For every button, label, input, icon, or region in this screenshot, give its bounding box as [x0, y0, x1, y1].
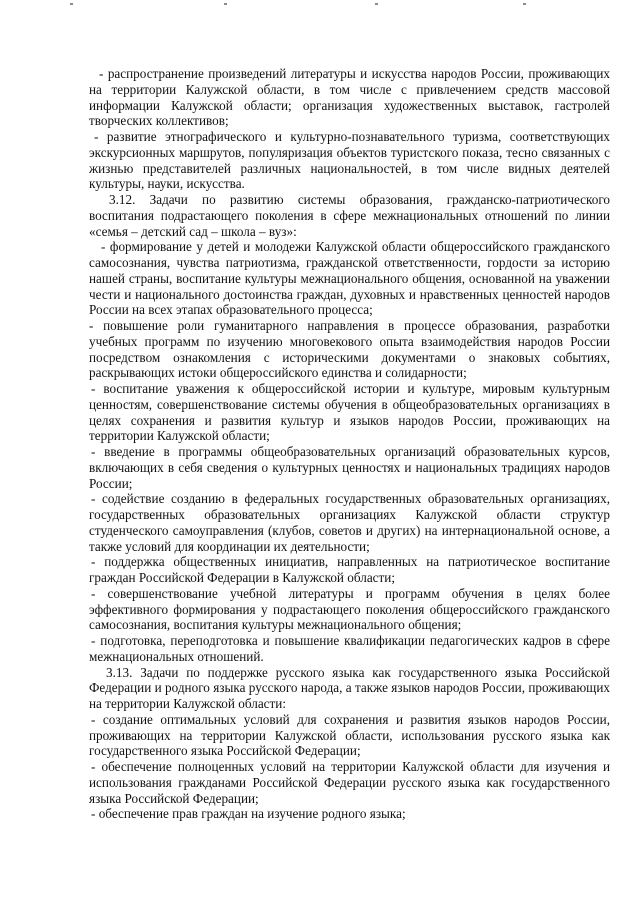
paragraph-civic-identity: - формирование у детей и молодежи Калужской области общероссийского гражданского самосознания, чувства патриотизма, гражданской ответственности, гордости за историю нашей страны, воспитание культуры межнационального общения, основанной на уважении чести и национального достоинства граждан, духовных и нравственных ценностей народов России на всех этапах образовательного процесса; — [89, 239, 610, 318]
scan-mark — [224, 3, 227, 5]
scan-marks — [0, 0, 640, 10]
paragraph-textbooks: - совершенствование учебной литературы и программ обучения в целях более эффективного формирования у подрастающего поколения общероссийского гражданского самосознания, воспитания культуры межнационального общения; — [89, 585, 610, 633]
paragraph-languages-conditions: - создание оптимальных условий для сохранения и развития языков народов России, проживающих на территории Калужской области, использования русского языка как государственного языка Российской Федерации; — [89, 711, 610, 759]
paragraph-courses: - введение в программы общеобразовательных организаций образовательных курсов, включающих в себя сведения о культурных ценностях и национальных традициях народов России; — [89, 444, 610, 491]
paragraph-section-3-13: 3.13. Задачи по поддержке русского языка как государственного языка Российской Федерации и родного языка русского народа, а также языков народов России, проживающих на территории Калужской области: — [89, 664, 610, 711]
paragraph-russian-language: - обеспечение полноценных условий на территории Калужской области для изучения и использования гражданами Российской Федерации русского языка как государственного языка Российской Федерации; — [89, 759, 610, 806]
paragraph-public-initiatives: - поддержка общественных инициатив, направленных на патриотическое воспитание граждан Российской Федерации в Калужской области; — [89, 554, 610, 585]
paragraph-section-3-12: 3.12. Задачи по развитию системы образования, гражданско-патриотического воспитания подрастающего поколения в сфере межнациональных отношений по линии «семья – детский сад – школа – вуз»: — [89, 192, 610, 239]
paragraph-humanities: - повышение роли гуманитарного направления в процессе образования, разработки учебных программ по изучению многовекового опыта взаимодействия народов России посредством ознакомления с историческими документами о знаковых событиях, раскрывающих истоки общероссийского единства и солидарности; — [89, 318, 610, 381]
paragraph-respect-history: - воспитание уважения к общероссийской истории и культуре, мировым культурным ценностям, совершенствование системы обучения в общеобразовательных организациях в целях сохранения и развития культур и языков народов России, проживающих на территории Калужской области; — [89, 381, 610, 444]
document-body — [89, 66, 610, 822]
paragraph-ethnographic-tourism: - развитие этнографического и культурно-познавательного туризма, соответствующих экскурсионных маршрутов, популяризация объектов туристского показа, тесно связанных с жизнью представителей различных национальностей, в том числе видных деятелей культуры, науки, искусства. — [89, 129, 610, 192]
paragraph-culture-literature: - распространение произведений литературы и искусства народов России, проживающих на территории Калужской области, в том числе с привлечением средств массовой информации Калужской области; организация художественных выставок, гастролей творческих коллективов; — [89, 66, 610, 129]
paragraph-student-self-government: - содействие созданию в федеральных государственных образовательных организациях, государственных образовательных организациях Калужской области структур студенческого самоуправления (клубов, советов и других) на интернациональной основе, а также условий для координации их деятельности; — [89, 491, 610, 554]
paragraph-teacher-training: - подготовка, переподготовка и повышение квалификации педагогических кадров в сфере межнациональных отношений. — [89, 633, 610, 664]
scan-mark — [375, 3, 378, 5]
paragraph-native-language: - обеспечение прав граждан на изучение родного языка; — [91, 806, 406, 822]
scan-mark — [70, 3, 73, 5]
scan-mark — [523, 3, 526, 5]
